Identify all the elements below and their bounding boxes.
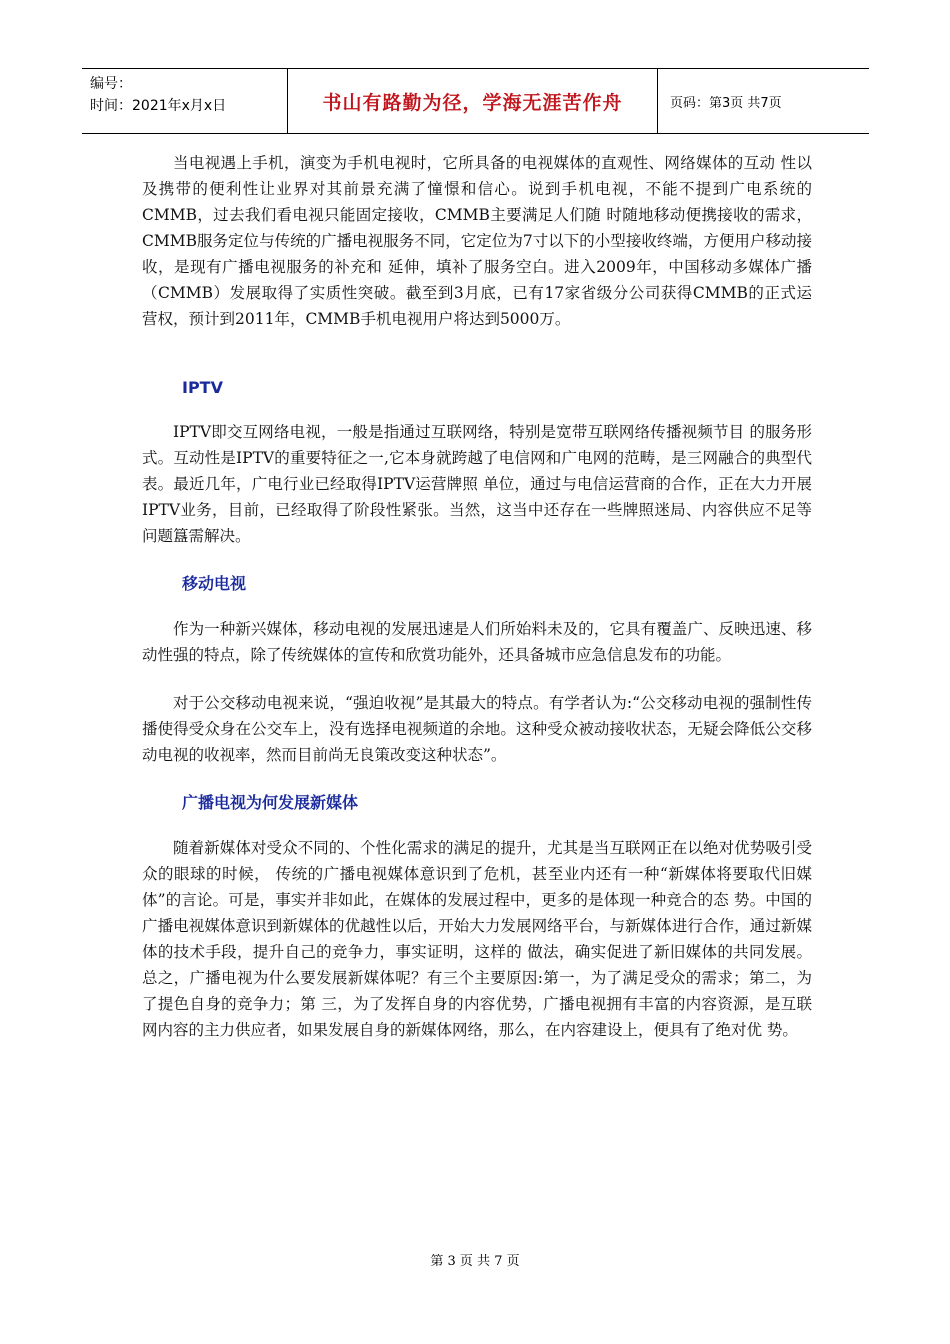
iptv-paragraph: IPTV即交互网络电视，一般是指通过互联网络，特别是宽带互联网络传播视频节目 的服务形式。互动性是IPTV的重要特征之一,它本身就跨越了电信网和广电网的范畴，是三网融合的典型代表。最近几年，广电行业已经取得IPTV运营牌照 单位，通过与电信运营商的合作，正在大力开展IPTV业务，目前，已经取得了阶段性紧张。当然，这当中还存在一些牌照迷局、内容供应不足等问题簋需解决。 <box>142 423 812 545</box>
header-page-info: 页码：第3页 共7页 <box>670 95 782 111</box>
header-motto: 书山有路勤为径，学海无涯苦作舟 <box>288 69 658 133</box>
why-new-media-paragraph: 随着新媒体对受众不同的、个性化需求的满足的提升，尤其是当互联网正在以绝对优势吸引受众的眼球的时候， 传统的广播电视媒体意识到了危机，甚至业内还有一种“新媒体将要取代旧媒体”的言论。可是，事实并非如此，在媒体的发展过程中，更多的是体现一种竞合的态 势。中国的广播电视媒体意识到新媒体的优越性以后，开始大力发展网络平台，与新媒体进行合作，通过新媒体的技术手段，提升自己的竞争力，事实证明，这样的 做法，确实促进了新旧媒体的共同发展。总之，广播电视为什么要发展新媒体呢？有三个主要原因:第一，为了满足受众的需求；第二，为了提色自身的竞争力；第 三，为了发挥自身的内容优势，广播电视拥有丰富的内容资源，是互联网内容的主力供应者，如果发展自身的新媒体网络，那么，在内容建设上，便具有了绝对优 势。 <box>142 839 812 1039</box>
mobile-tv-paragraph-1: 作为一种新兴媒体，移动电视的发展迅速是人们所始料未及的，它具有覆盖广、反映迅速、移动性强的特点，除了传统媒体的宣传和欣赏功能外，还具备城市应急信息发布的功能。 <box>142 620 812 664</box>
why-new-media-heading: 广播电视为何发展新媒体 <box>182 793 359 812</box>
iptv-heading: IPTV <box>182 378 223 397</box>
page-header <box>82 68 869 134</box>
mobile-tv-heading: 移动电视 <box>182 574 247 593</box>
document-body <box>142 150 812 1043</box>
header-left-cell <box>82 69 288 133</box>
intro-paragraph: 当电视遇上手机，演变为手机电视时，它所具备的电视媒体的直观性、网络媒体的互动 性以及携带的便利性让业界对其前景充满了憧憬和信心。说到手机电视，不能不提到广电系统的CMMB，过去我们看电视只能固定接收，CMMB主要满足人们随 时随地移动便携接收的需求，CMMB服务定位与传统的广播电视服务不同，它定位为7寸以下的小型接收终端，方便用户移动接收，是现有广播电视服务的补充和 延伸，填补了服务空白。进入2009年，中国移动多媒体广播（CMMB）发展取得了实质性突破。截至到3月底，已有17家省级分公司获得CMMB的正式运 营权，预计到2011年，CMMB手机电视用户将达到5000万。 <box>142 154 812 328</box>
page-footer: 第 3 页 共 7 页 <box>430 1254 520 1269</box>
doc-number-label: 编号： <box>90 76 132 92</box>
mobile-tv-paragraph-2: 对于公交移动电视来说，“强迫收视”是其最大的特点。有学者认为:“公交移动电视的强制性传播使得受众身在公交车上，没有选择电视频道的余地。这种受众被动接收状态，无疑会降低公交移动电视的收视率，然而目前尚无良策改变这种状态”。 <box>142 694 812 764</box>
date-line: 时间：2021年x月x日 <box>90 98 227 114</box>
